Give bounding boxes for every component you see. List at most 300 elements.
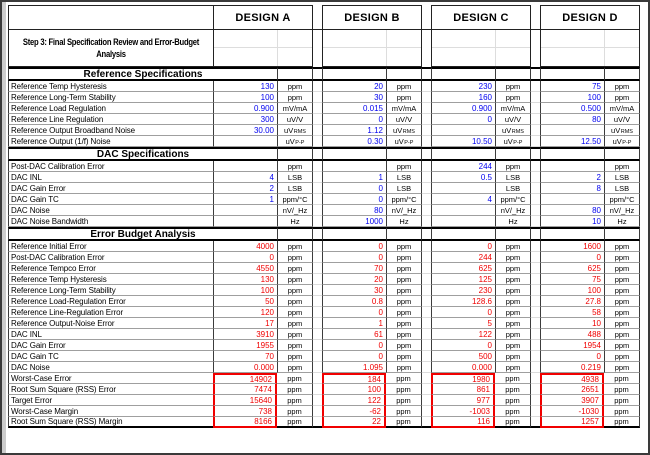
value-cell-design-c (431, 67, 495, 81)
row-dac-inl (8, 172, 640, 183)
column-spacer (422, 147, 431, 161)
row-label: Reference Load Regulation (8, 103, 213, 114)
value-cell-design-d: 10 (540, 216, 604, 227)
column-spacer (531, 194, 540, 205)
row-target-error (8, 395, 640, 406)
column-spacer (313, 114, 322, 125)
column-spacer (422, 194, 431, 205)
column-spacer (531, 183, 540, 194)
corner-cell (8, 5, 213, 30)
unit-cell-design-b (386, 384, 422, 395)
unit-text: ppm (396, 340, 412, 350)
value-cell-design-c: 5 (431, 318, 495, 329)
unit-text: ppm (614, 252, 630, 262)
column-spacer (313, 263, 322, 274)
unit-text: Hz (399, 216, 409, 226)
unit-text: ppm (505, 252, 521, 262)
unit-cell-design-b (386, 216, 422, 227)
unit-text: ppm (505, 263, 521, 273)
unit-cell-design-a (277, 161, 313, 172)
value-cell-design-c: 861 (431, 384, 495, 395)
row-reference-initial-error (8, 241, 640, 252)
unit-cell-design-a (277, 274, 313, 285)
unit-text: ppm (614, 340, 630, 350)
step-title-cell (8, 30, 213, 67)
value-cell-design-a: 130 (213, 274, 277, 285)
column-spacer (531, 216, 540, 227)
column-spacer (422, 318, 431, 329)
value-cell-design-a: 15640 (213, 395, 277, 406)
value-cell-design-a: 120 (213, 307, 277, 318)
unit-cell-design-c (495, 216, 531, 227)
row-label: Worst-Case Margin (8, 406, 213, 417)
column-spacer (531, 92, 540, 103)
unit-cell-design-c (495, 329, 531, 340)
unit-cell-design-d (604, 147, 640, 161)
unit-cell-design-c (495, 307, 531, 318)
row-label: Worst-Case Error (8, 373, 213, 384)
column-spacer (422, 81, 431, 92)
unit-cell-design-c (495, 227, 531, 241)
unit-text: ppm (505, 296, 521, 306)
value-cell-design-d: 0 (540, 351, 604, 362)
unit-cell-design-c (495, 417, 531, 428)
unit-text: mV/mA (282, 103, 308, 113)
row-label: DAC Gain Error (8, 340, 213, 351)
value-cell-design-a: 100 (213, 285, 277, 296)
unit-text: LSB (287, 183, 303, 193)
unit-text: Hz (290, 216, 300, 226)
unit-text: ppm (614, 241, 630, 251)
unit-text: ppm (396, 351, 412, 361)
value-cell-design-c: 500 (431, 351, 495, 362)
unit-cell-design-a (277, 340, 313, 351)
column-spacer (313, 67, 322, 81)
unit-text: uV (612, 136, 622, 146)
unit-cell-design-d (604, 417, 640, 428)
unit-cell-design-c (495, 161, 531, 172)
unit-cell-design-a (277, 103, 313, 114)
unit-cell-design-b (386, 373, 422, 384)
unit-cell-design-a (277, 114, 313, 125)
value-cell-design-b: 1 (322, 318, 386, 329)
section-header-error-budget-analysis (8, 227, 640, 241)
unit-cell-design-b (386, 307, 422, 318)
value-cell-design-b: 1 (322, 172, 386, 183)
unit-text: uV (285, 136, 295, 146)
unit-text: ppm (396, 252, 412, 262)
unit-cell-design-c (495, 296, 531, 307)
unit-text: ppm (287, 296, 303, 306)
unit-text: ppm (396, 81, 412, 91)
row-label: DAC INL (8, 329, 213, 340)
column-spacer (422, 340, 431, 351)
unit-cell-design-a (277, 252, 313, 263)
column-spacer (422, 274, 431, 285)
unit-cell-design-c (495, 406, 531, 417)
column-spacer (313, 241, 322, 252)
column-spacer (313, 340, 322, 351)
value-cell-design-b: 0 (322, 241, 386, 252)
column-spacer (422, 161, 431, 172)
unit-text: LSB (505, 183, 521, 193)
column-spacer (313, 183, 322, 194)
row-label: DAC INL (8, 172, 213, 183)
row-root-sum-square-rss-margin (8, 417, 640, 428)
column-spacer (531, 406, 540, 417)
row-label: Reference Output (1/f) Noise (8, 136, 213, 147)
row-reference-load-regulation-error (8, 296, 640, 307)
value-cell-design-c (431, 147, 495, 161)
unit-text: ppm/°C (500, 194, 526, 204)
value-cell-design-b: 30 (322, 92, 386, 103)
unit-cell-design-c (495, 125, 531, 136)
column-spacer (531, 417, 540, 428)
value-cell-design-d: 3907 (540, 395, 604, 406)
unit-text: ppm/°C (391, 194, 417, 204)
unit-cell-design-a (277, 362, 313, 373)
unit-cell-design-c (495, 147, 531, 161)
row-reference-temp-hysteresis (8, 274, 640, 285)
column-spacer (422, 351, 431, 362)
value-cell-design-d: 75 (540, 81, 604, 92)
unit-cell-design-c (495, 384, 531, 395)
column-spacer (531, 5, 540, 30)
unit-text: ppm (505, 395, 520, 405)
unit-cell-design-d (604, 136, 640, 147)
value-cell-design-a: 300 (213, 114, 277, 125)
value-cell-design-c: 625 (431, 263, 495, 274)
unit-cell-design-d (604, 274, 640, 285)
value-cell-design-d: 100 (540, 92, 604, 103)
unit-cell-design-d (604, 362, 640, 373)
value-cell-design-a: 4 (213, 172, 277, 183)
unit-cell-design-b (386, 194, 422, 205)
section-header-dac-specifications (8, 147, 640, 161)
value-cell-design-d: 100 (540, 285, 604, 296)
value-cell-design-d (540, 161, 604, 172)
value-cell-design-b (322, 147, 386, 161)
value-cell-design-d: 12.50 (540, 136, 604, 147)
unit-cell-design-c (495, 395, 531, 406)
unit-cell-design-a (277, 307, 313, 318)
column-spacer (422, 296, 431, 307)
unit-cell-design-d (604, 216, 640, 227)
unit-cell-design-c (495, 285, 531, 296)
column-spacer (313, 227, 322, 241)
value-cell-design-a: 738 (213, 406, 277, 417)
row-label: Reference Load-Regulation Error (8, 296, 213, 307)
value-cell-design-d: 80 (540, 114, 604, 125)
value-cell-design-c: 128.6 (431, 296, 495, 307)
unit-text: ppm (505, 351, 521, 361)
unit-cell-design-c (495, 194, 531, 205)
value-cell-design-d: 488 (540, 329, 604, 340)
unit-cell-design-b (386, 406, 422, 417)
column-spacer (531, 125, 540, 136)
unit-cell-design-d (604, 406, 640, 417)
value-cell-design-c: 116 (431, 417, 495, 428)
value-cell-design-c (431, 183, 495, 194)
unit-text: nV/_Hz (609, 205, 635, 215)
unit-text: ppm (396, 384, 411, 394)
value-cell-design-d: 8 (540, 183, 604, 194)
column-spacer (531, 147, 540, 161)
column-spacer (531, 362, 540, 373)
column-spacer (422, 5, 431, 30)
column-spacer (422, 362, 431, 373)
value-cell-design-c: 0 (431, 241, 495, 252)
row-label: Post-DAC Calibration Error (8, 252, 213, 263)
unit-text: ppm (396, 92, 412, 102)
row-dac-inl (8, 329, 640, 340)
column-spacer (531, 252, 540, 263)
unit-cell-design-d (604, 125, 640, 136)
value-cell-design-a (213, 216, 277, 227)
row-label: Reference Temp Hysteresis (8, 274, 213, 285)
value-cell-design-c (431, 125, 495, 136)
unit-cell-design-d (604, 103, 640, 114)
unit-cell-design-c (495, 252, 531, 263)
column-spacer (422, 417, 431, 428)
column-spacer (313, 417, 322, 428)
unit-text: ppm (614, 92, 630, 102)
unit-cell-design-b (386, 351, 422, 362)
value-cell-design-c: 244 (431, 252, 495, 263)
unit-cell-design-c (495, 263, 531, 274)
column-spacer (313, 274, 322, 285)
unit-text: ppm (614, 263, 630, 273)
unit-text: ppm (505, 81, 521, 91)
row-reference-load-regulation (8, 103, 640, 114)
unit-text: uV (503, 136, 513, 146)
unit-cell-design-b (386, 114, 422, 125)
unit-text: ppm (287, 395, 302, 405)
row-label: Reference Long-Term Stability (8, 92, 213, 103)
unit-cell-design-d (604, 384, 640, 395)
unit-cell-design-d (604, 296, 640, 307)
unit-text: mV/mA (391, 103, 417, 113)
unit-text: ppm (505, 285, 521, 295)
row-reference-tempco-error (8, 263, 640, 274)
row-worst-case-error (8, 373, 640, 384)
value-cell-design-a: 0.900 (213, 103, 277, 114)
unit-text: uV (284, 125, 294, 135)
unit-cell-design-a (277, 241, 313, 252)
value-cell-design-c: 230 (431, 81, 495, 92)
column-spacer (313, 406, 322, 417)
column-header-design-b: DESIGN B (322, 5, 422, 30)
column-spacer (422, 373, 431, 384)
unit-text: ppm (396, 417, 411, 426)
column-spacer (422, 103, 431, 114)
value-cell-design-d: 58 (540, 307, 604, 318)
unit-text: uV (393, 125, 403, 135)
value-cell-design-b: 61 (322, 329, 386, 340)
unit-text: ppm (287, 81, 303, 91)
value-cell-design-d: 27.8 (540, 296, 604, 307)
unit-cell-design-a (277, 147, 313, 161)
value-cell-design-d (540, 125, 604, 136)
value-cell-design-a (213, 205, 277, 216)
row-post-dac-calibration-error (8, 252, 640, 263)
row-worst-case-margin (8, 406, 640, 417)
column-spacer (313, 395, 322, 406)
unit-cell-design-d (604, 329, 640, 340)
column-spacer (313, 103, 322, 114)
unit-cell-design-d (604, 92, 640, 103)
column-spacer (422, 227, 431, 241)
unit-text: ppm (614, 395, 629, 405)
unit-text: ppm (614, 274, 630, 284)
unit-subscript: P-P (404, 140, 414, 146)
unit-text: ppm (396, 318, 412, 328)
value-cell-design-b: 0 (322, 351, 386, 362)
value-cell-design-d (540, 147, 604, 161)
unit-text: ppm (287, 285, 303, 295)
unit-cell-design-c (495, 183, 531, 194)
unit-cell-design-d (604, 318, 640, 329)
column-spacer (531, 340, 540, 351)
unit-cell-design-c (495, 373, 531, 384)
unit-cell-design-b (386, 183, 422, 194)
unit-cell-design-a (277, 351, 313, 362)
column-spacer (531, 227, 540, 241)
unit-cell-design-b (386, 125, 422, 136)
unit-cell-design-a (277, 373, 313, 384)
row-dac-gain-error (8, 183, 640, 194)
row-reference-line-regulation-error (8, 307, 640, 318)
unit-cell-design-c (495, 81, 531, 92)
unit-cell-design-a (277, 417, 313, 428)
row-label: Reference Line Regulation (8, 114, 213, 125)
row-dac-noise (8, 205, 640, 216)
column-spacer (422, 205, 431, 216)
unit-cell-design-a (277, 183, 313, 194)
unit-cell-design-b (386, 329, 422, 340)
value-cell-design-a: 4550 (213, 263, 277, 274)
unit-text: ppm (614, 285, 630, 295)
unit-cell-design-d (604, 172, 640, 183)
unit-subscript: RMS (511, 129, 524, 135)
unit-cell-design-a (277, 194, 313, 205)
unit-cell-design-d (604, 205, 640, 216)
left-gutter (2, 2, 6, 453)
unit-text: uV/V (504, 114, 522, 124)
value-cell-design-b: 0 (322, 307, 386, 318)
row-label: Reference Line-Regulation Error (8, 307, 213, 318)
unit-text: ppm (614, 329, 630, 339)
value-cell-design-b: 0 (322, 252, 386, 263)
section-title: DAC Specifications (8, 147, 277, 161)
unit-cell-design-a (277, 395, 313, 406)
unit-text: mV/mA (609, 103, 635, 113)
value-cell-design-c: 977 (431, 395, 495, 406)
column-spacer (531, 274, 540, 285)
unit-text: ppm (396, 362, 412, 372)
unit-text: ppm (396, 307, 412, 317)
value-cell-design-b: 0.30 (322, 136, 386, 147)
unit-cell-design-a (277, 227, 313, 241)
column-spacer (531, 318, 540, 329)
unit-cell-design-c (495, 274, 531, 285)
value-cell-design-d: 0 (540, 252, 604, 263)
column-spacer (313, 296, 322, 307)
column-spacer (422, 136, 431, 147)
column-spacer (422, 125, 431, 136)
column-spacer (531, 136, 540, 147)
value-cell-design-a: 2 (213, 183, 277, 194)
column-spacer (531, 329, 540, 340)
unit-text: uV/V (286, 114, 304, 124)
unit-text: ppm (396, 241, 412, 251)
column-spacer (531, 103, 540, 114)
value-cell-design-b: 1.095 (322, 362, 386, 373)
value-cell-design-a: 0.000 (213, 362, 277, 373)
unit-cell-design-b (386, 241, 422, 252)
value-cell-design-c (431, 227, 495, 241)
column-spacer (313, 136, 322, 147)
unit-text: ppm (287, 362, 303, 372)
unit-cell-design-d (604, 161, 640, 172)
column-spacer (531, 384, 540, 395)
unit-text: LSB (396, 172, 412, 182)
column-header-design-c: DESIGN C (431, 5, 531, 30)
column-spacer (313, 351, 322, 362)
unit-text: ppm (505, 92, 521, 102)
value-cell-design-a: 8166 (213, 417, 277, 428)
unit-text: ppm (614, 318, 630, 328)
value-cell-design-c (431, 205, 495, 216)
step-title: Step 3: Final Specification Review and Error-Budget Analysis (22, 37, 200, 59)
value-cell-design-b: 0 (322, 194, 386, 205)
unit-text: nV/_Hz (391, 205, 417, 215)
unit-cell-design-a (277, 81, 313, 92)
unit-text: ppm (505, 318, 521, 328)
row-dac-gain-error (8, 340, 640, 351)
value-cell-design-c: 0 (431, 114, 495, 125)
unit-text: ppm (287, 307, 303, 317)
unit-cell-design-b (386, 252, 422, 263)
column-spacer (422, 263, 431, 274)
value-cell-design-c: 4 (431, 194, 495, 205)
column-spacer (313, 285, 322, 296)
value-cell-design-b: 20 (322, 81, 386, 92)
column-spacer (422, 307, 431, 318)
value-cell-design-c: 230 (431, 285, 495, 296)
row-label: Post-DAC Calibration Error (8, 161, 213, 172)
unit-cell-design-c (495, 136, 531, 147)
value-cell-design-a (213, 161, 277, 172)
unit-cell-design-c (495, 351, 531, 362)
value-cell-design-c: -1003 (431, 406, 495, 417)
unit-text: ppm (396, 406, 411, 416)
row-label: DAC Gain TC (8, 351, 213, 362)
unit-subscript: RMS (293, 129, 306, 135)
column-spacer (422, 67, 431, 81)
column-header-design-a: DESIGN A (213, 5, 313, 30)
value-cell-design-a: 30.00 (213, 125, 277, 136)
unit-cell-design-d (604, 307, 640, 318)
column-spacer (313, 216, 322, 227)
column-spacer (313, 252, 322, 263)
unit-text: ppm (614, 373, 629, 383)
value-cell-design-b: 0 (322, 114, 386, 125)
value-cell-design-a: 1955 (213, 340, 277, 351)
step-title-row (8, 30, 640, 67)
value-cell-design-d (540, 194, 604, 205)
unit-text: ppm (614, 307, 630, 317)
